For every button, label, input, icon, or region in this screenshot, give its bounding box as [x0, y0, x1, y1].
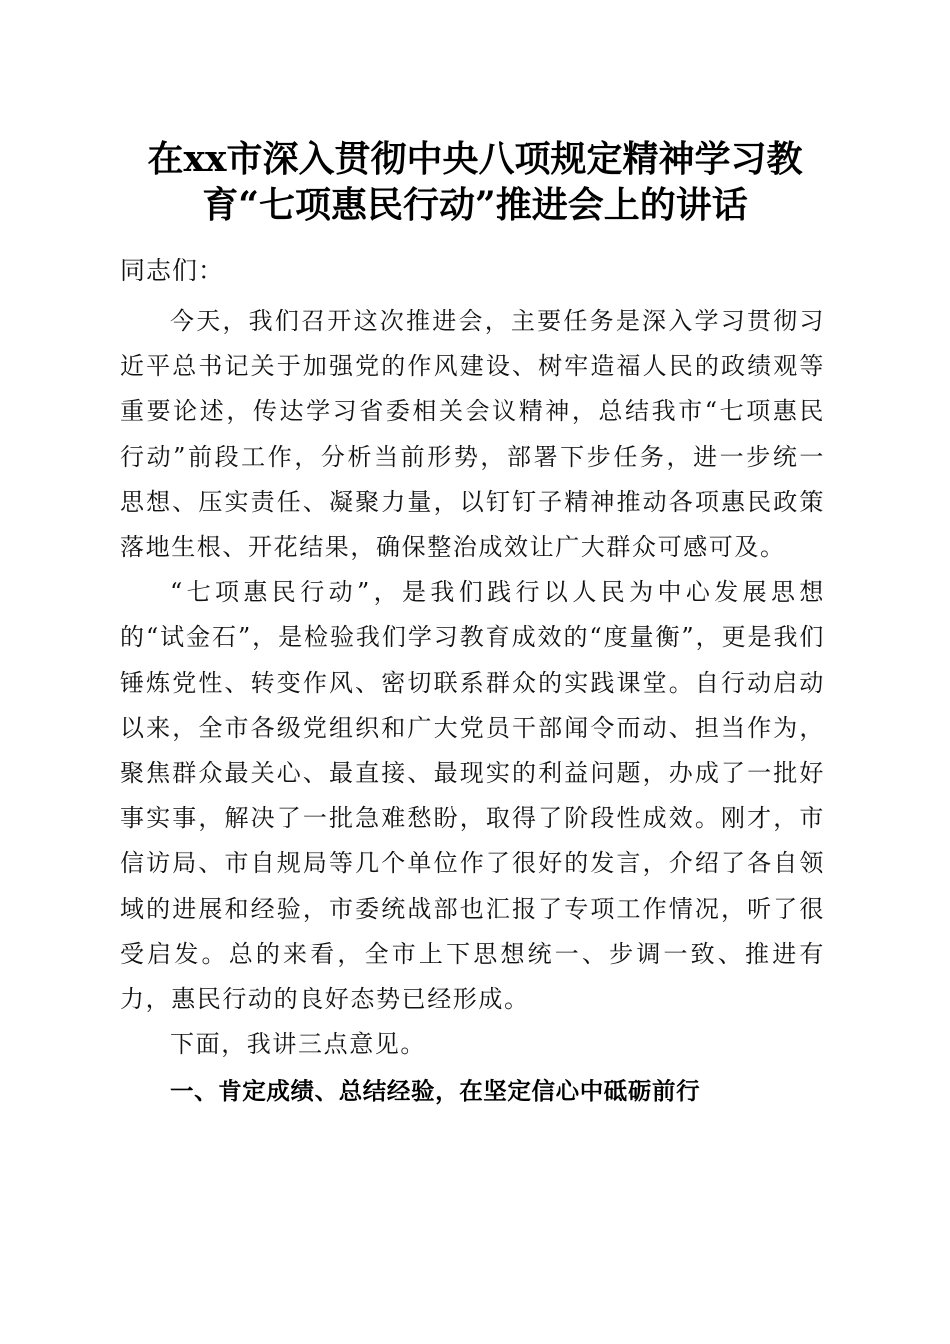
title-line-1: 在xx市深入贯彻中央八项规定精神学习教 [147, 138, 803, 180]
salutation: 同志们： [120, 256, 225, 285]
paragraph-transition: 下面，我讲三点意见。 [170, 1030, 426, 1059]
paragraph-significance: “七项惠民行动”，是我们践行以人民为中心发展思想的“试金石”，是检验我们学习教育成效的“度量衡”，更是我们锤炼党性、转变作风、密切联系群众的实践课堂。自行动启动以来，全市各级党组织和广大党员干部闻令而动、担当作为，聚焦群众最关心、最直接、最现实的利益问题，办成了一批好事实事，解决了一批急难愁盼，取得了阶段性成效。刚才，市信访局、市自规局等几个单位作了很好的发言，介绍了各自领域的进展和经验，市委统战部也汇报了专项工作情况，听了很受启发。总的来看，全市上下思想统一、步调一致、推进有力，惠民行动的良好态势已经形成。 [120, 578, 825, 1014]
title-line-2: 育“七项惠民行动”推进会上的讲话 [202, 184, 748, 226]
document-title [100, 136, 850, 228]
paragraph-opening: 今天，我们召开这次推进会，主要任务是深入学习贯彻习近平总书记关于加强党的作风建设、树牢造福人民的政绩观等重要论述，传达学习省委相关会议精神，总结我市“七项惠民行动”前段工作，分析当前形势，部署下步任务，进一步统一思想、压实责任、凝聚力量，以钉钉子精神推动各项惠民政策落地生根、开花结果，确保整治成效让广大群众可感可及。 [120, 307, 825, 562]
document-body [120, 249, 825, 1113]
section-heading-1: 一、肯定成绩、总结经验，在坚定信心中砥砺前行 [170, 1077, 701, 1106]
